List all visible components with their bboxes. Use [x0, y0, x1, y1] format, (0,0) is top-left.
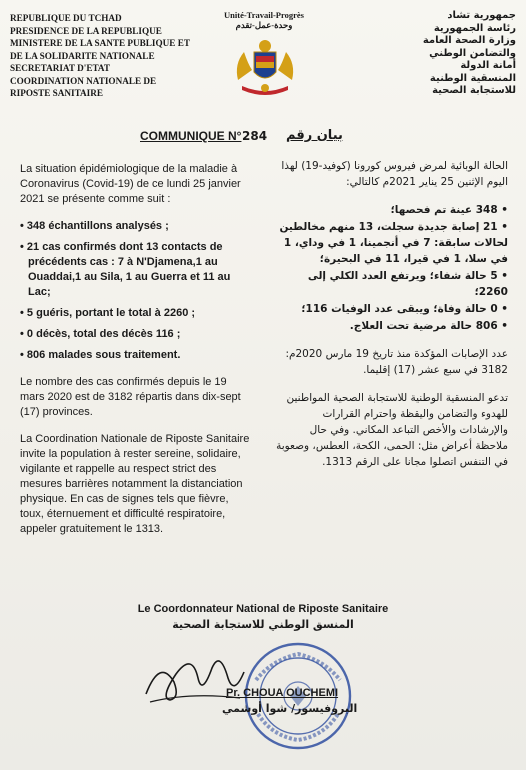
signatory-role-fr: Le Coordonnateur National de Riposte Sanitaire — [137, 603, 389, 615]
header-right-line: وزارة الصحة العامة — [422, 35, 516, 46]
fr-figures-list — [20, 219, 252, 363]
fr-figure-item: • 21 cas confirmés dont 13 contacts de précédents cas : 7 à N'Djamena,1 au Ouaddai,1 au Sila, 1 au Guerra et 11 au Lac; — [20, 241, 231, 298]
header-right-line: رئاسة الجمهورية — [433, 22, 516, 34]
motto-fr: Unité-Travail-Progrès — [224, 10, 304, 20]
header-right-ar — [356, 10, 516, 98]
header-right-line: للاستجابة الصحية — [432, 85, 516, 96]
fr-figure-item: • 806 malades sous traitement. — [20, 349, 181, 361]
header-center — [218, 10, 310, 30]
ar-figure-item: • 0 حالة وفاة؛ ويبقى عدد الوفيات 116؛ — [301, 303, 508, 315]
motto-ar: وحدة-عمل-تقدم — [235, 20, 293, 30]
signatory-name-ar: البروفيسور/ شوا أوشمي — [222, 702, 358, 715]
communique-label-fr: COMMUNIQUE N° — [140, 129, 242, 143]
fr-figure-item: • 348 échantillons analysés ; — [20, 220, 169, 232]
header-right-line: المنسقية الوطنية — [429, 72, 516, 84]
header-left-line: REPUBLIQUE DU TCHAD — [10, 13, 122, 23]
header-left-line: COORDINATION NATIONALE DE — [10, 75, 157, 86]
ar-figure-item: • 5 حالة شفاء؛ ويرتفع العدد الكلي إلى 2260؛ — [307, 270, 508, 298]
header-right-line: جمهورية تشاد — [447, 10, 516, 21]
ar-figure-item: • 348 عينة تم فحصها؛ — [390, 204, 508, 216]
ar-intro: الحالة الوبائية لمرض فيروس كورونا (كوفيد-19) لهذا اليوم الإثنين 25 يناير 2021م كالتالي: — [281, 160, 508, 188]
communique-title — [0, 129, 526, 149]
ar-figure-item: • 21 إصابة جديدة سجلت، 13 منهم مخالطين لحالات سابقة: 7 في أنجمينا، 1 في وداي، 1 في سلا، 1 في قيرا، 11 في البحيرة؛ — [279, 221, 508, 265]
signatory-name-fr: Pr. CHOUA OUCHEMI — [226, 687, 339, 699]
communique-number: 284 — [242, 129, 268, 143]
header-left-line: DE LA SOLIDARITE NATIONALE — [10, 50, 155, 61]
ar-cumulative: عدد الإصابات المؤكدة منذ تاريخ 19 مارس 2020م: 3182 في سبع عشر (17) إقليما. — [285, 348, 508, 376]
communique-label-ar: بيان رقم — [286, 128, 343, 143]
header-left-line: PRESIDENCE DE LA REPUBLIQUE — [10, 25, 162, 36]
header-left-line: RIPOSTE SANITAIRE — [10, 88, 104, 98]
header-right-line: والتضامن الوطني — [429, 47, 516, 59]
coat-of-arms-emblem-icon — [230, 36, 300, 102]
ar-figures-list — [276, 202, 508, 334]
header-right-line: أمانة الدولة — [460, 60, 516, 71]
signatory-role-ar: المنسق الوطني للاستجابة الصحية — [172, 618, 354, 631]
fr-cumulative: Le nombre des cas confirmés depuis le 19 mars 2020 est de 3182 répartis dans dix-sept (17) provinces. — [20, 376, 241, 418]
header-left-line: SECRETARIAT D'ETAT — [10, 63, 110, 73]
fr-intro: La situation épidémiologique de la maladie à Coronavirus (Covid-19) de ce lundi 25 janvier 2021 se présente comme suit : — [20, 163, 241, 205]
header-left-line: MINISTERE DE LA SANTE PUBLIQUE ET — [10, 38, 190, 48]
ar-figure-item: • 806 حالة مرضية تحت العلاج. — [349, 320, 508, 332]
french-column — [20, 162, 252, 549]
fr-appeal: La Coordination Nationale de Riposte Sanitaire invite la population à rester sereine, solidaire, vigilante et rappelle au respect strict des mesures barrières notamment la distanciation physique. En cas de signes tels que fièvre, toux, éternuement et difficulté respiratoire, appeler gratuitement le 1313. — [20, 433, 250, 535]
arabic-column — [276, 158, 508, 482]
fr-figure-item: • 0 décès, total des décès 116 ; — [20, 328, 181, 340]
header-left-fr — [10, 12, 210, 100]
fr-figure-item: • 5 guéris, portant le total à 2260 ; — [20, 307, 196, 319]
ar-appeal: تدعو المنسقية الوطنية للاستجابة الصحية المواطنين للهدوء والتضامن واليقظة واحترام القرارات والإرشادات والأخص التباعد المكاني. وفي حال ملاحظة أعراض مثل: الحمى، الكحة، العطس، وصعوبة في التنفس اتصلوا مجانا على الرقم 1313. — [276, 392, 508, 468]
